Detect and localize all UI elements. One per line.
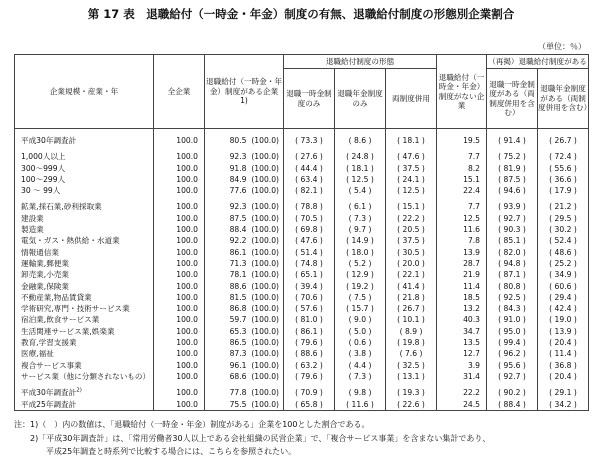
cell-pension-only: ( 5.4 ): [335, 185, 386, 196]
cell-has-plan: 88.6 (100.0): [205, 281, 284, 292]
cell-both: ( 26.7 ): [386, 303, 437, 314]
cell-repost-lump: ( 90.2 ): [487, 382, 538, 398]
cell-lump-only: ( 79.6 ): [284, 371, 335, 382]
cell-pension-only: ( 18.0 ): [335, 247, 386, 258]
table-row: [15, 326, 589, 337]
cell-no-plan: 12.7: [437, 348, 487, 359]
cell-repost-lump: ( 94.8 ): [487, 258, 538, 269]
cell-both: ( 18.1 ): [386, 129, 437, 147]
table-row: [15, 258, 589, 269]
table-row: [15, 382, 589, 398]
cell-pension-only: ( 0.6 ): [335, 337, 386, 348]
cell-pension-only: ( 9.8 ): [335, 382, 386, 398]
row-label: 30 ～ 99人: [15, 185, 154, 196]
cell-all: 100.0: [154, 224, 205, 235]
cell-pension-only: ( 7.5 ): [335, 292, 386, 303]
cell-lump-only: ( 88.6 ): [284, 348, 335, 359]
cell-repost-lump: ( 99.4 ): [487, 337, 538, 348]
cell-no-plan: 13.2: [437, 303, 487, 314]
cell-all: 100.0: [154, 235, 205, 246]
cell-repost-lump: ( 93.9 ): [487, 196, 538, 212]
cell-repost-pension: ( 72.4 ): [538, 146, 589, 162]
cell-repost-lump: ( 91.4 ): [487, 129, 538, 147]
table-row: [15, 146, 589, 162]
cell-no-plan: 11.6: [437, 224, 487, 235]
cell-repost-pension: ( 25.2 ): [538, 258, 589, 269]
cell-has-plan: 77.6 (100.0): [205, 185, 284, 196]
header-repost-lump: 退職一時金制度がある（両制度併用を含む）: [487, 69, 538, 129]
cell-pension-only: ( 11.6 ): [335, 399, 386, 411]
cell-no-plan: 12.5: [437, 213, 487, 224]
cell-repost-lump: ( 95.6 ): [487, 360, 538, 371]
cell-both: ( 22.1 ): [386, 269, 437, 280]
cell-no-plan: 34.7: [437, 326, 487, 337]
cell-pension-only: ( 12.5 ): [335, 174, 386, 185]
cell-both: ( 20.5 ): [386, 224, 437, 235]
cell-both: ( 47.6 ): [386, 146, 437, 162]
row-label: 金融業,保険業: [15, 281, 154, 292]
cell-lump-only: ( 69.8 ): [284, 224, 335, 235]
cell-pension-only: ( 7.3 ): [335, 371, 386, 382]
cell-has-plan: 88.4 (100.0): [205, 224, 284, 235]
cell-lump-only: ( 78.8 ): [284, 196, 335, 212]
footnote-3: 平成25年調査と時系列で比較する場合には、こちらを参照されたい。: [14, 447, 297, 456]
cell-all: 100.0: [154, 185, 205, 196]
cell-has-plan: 87.3 (100.0): [205, 348, 284, 359]
cell-lump-only: ( 27.6 ): [284, 146, 335, 162]
cell-repost-pension: ( 29.1 ): [538, 382, 589, 398]
cell-repost-pension: ( 55.6 ): [538, 163, 589, 174]
footnote-2: 2)「平成30年調査計」は、「常用労働者30人以上である会社組織の民営企業」で、「複合サービス事業」を含まない集計であり、: [14, 434, 491, 443]
cell-all: 100.0: [154, 399, 205, 411]
cell-has-plan: 75.5 (100.0): [205, 399, 284, 411]
cell-pension-only: ( 15.7 ): [335, 303, 386, 314]
cell-has-plan: 92.3 (100.0): [205, 196, 284, 212]
cell-has-plan: 84.9 (100.0): [205, 174, 284, 185]
cell-repost-pension: ( 36.8 ): [538, 360, 589, 371]
cell-repost-pension: ( 11.4 ): [538, 348, 589, 359]
cell-pension-only: ( 8.6 ): [335, 129, 386, 147]
cell-all: 100.0: [154, 337, 205, 348]
cell-repost-lump: ( 92.7 ): [487, 213, 538, 224]
cell-no-plan: 13.9: [437, 247, 487, 258]
cell-pension-only: ( 9.7 ): [335, 224, 386, 235]
cell-both: ( 32.5 ): [386, 360, 437, 371]
cell-repost-lump: ( 92.5 ): [487, 292, 538, 303]
cell-repost-lump: ( 95.0 ): [487, 326, 538, 337]
cell-all: 100.0: [154, 269, 205, 280]
cell-lump-only: ( 70.5 ): [284, 213, 335, 224]
cell-both: ( 21.8 ): [386, 292, 437, 303]
cell-repost-pension: ( 36.6 ): [538, 174, 589, 185]
cell-repost-lump: ( 87.5 ): [487, 174, 538, 185]
cell-both: ( 13.1 ): [386, 371, 437, 382]
cell-all: 100.0: [154, 146, 205, 162]
cell-has-plan: 59.7 (100.0): [205, 314, 284, 325]
cell-has-plan: 92.3 (100.0): [205, 146, 284, 162]
cell-has-plan: 92.2 (100.0): [205, 235, 284, 246]
cell-repost-pension: ( 34.9 ): [538, 269, 589, 280]
cell-repost-lump: ( 94.6 ): [487, 185, 538, 196]
row-label: 平成30年調査計$^{2)}$: [15, 382, 154, 398]
row-label: 運輸業,郵便業: [15, 258, 154, 269]
table-row: [15, 281, 589, 292]
cell-has-plan: 91.8 (100.0): [205, 163, 284, 174]
cell-pension-only: ( 19.2 ): [335, 281, 386, 292]
cell-pension-only: ( 5.0 ): [335, 326, 386, 337]
table-row: [15, 360, 589, 371]
cell-all: 100.0: [154, 360, 205, 371]
page-title: 第 17 表 退職給付（一時金・年金）制度の有無、退職給付制度の形態別企業割合: [87, 7, 515, 21]
cell-repost-pension: ( 13.9 ): [538, 326, 589, 337]
table-row: [15, 303, 589, 314]
cell-lump-only: ( 74.8 ): [284, 258, 335, 269]
cell-repost-pension: ( 26.7 ): [538, 129, 589, 147]
cell-repost-lump: ( 87.1 ): [487, 269, 538, 280]
cell-pension-only: ( 6.1 ): [335, 196, 386, 212]
table-row: [15, 399, 589, 411]
cell-no-plan: 21.9: [437, 269, 487, 280]
cell-lump-only: ( 79.6 ): [284, 337, 335, 348]
cell-repost-pension: ( 17.9 ): [538, 185, 589, 196]
row-label: 300～999人: [15, 163, 154, 174]
row-label: 複合サービス事業: [15, 360, 154, 371]
cell-no-plan: 7.7: [437, 196, 487, 212]
cell-all: 100.0: [154, 196, 205, 212]
cell-repost-pension: ( 20.4 ): [538, 371, 589, 382]
header-repost-pension: 退職年金制度がある（両制度併用を含む）: [538, 69, 589, 129]
cell-no-plan: 18.5: [437, 292, 487, 303]
cell-lump-only: ( 81.0 ): [284, 314, 335, 325]
cell-all: 100.0: [154, 163, 205, 174]
cell-both: ( 24.1 ): [386, 174, 437, 185]
cell-both: ( 12.5 ): [386, 185, 437, 196]
table-row: [15, 185, 589, 196]
cell-has-plan: 87.5 (100.0): [205, 213, 284, 224]
cell-no-plan: 7.7: [437, 146, 487, 162]
row-label: 製造業: [15, 224, 154, 235]
cell-both: ( 30.5 ): [386, 247, 437, 258]
header-has-plan-note: 1): [240, 96, 248, 106]
cell-has-plan: 96.1 (100.0): [205, 360, 284, 371]
cell-both: ( 19.8 ): [386, 337, 437, 348]
cell-lump-only: ( 65.1 ): [284, 269, 335, 280]
unit-label: （単位：％）: [538, 42, 586, 51]
cell-no-plan: 13.5: [437, 337, 487, 348]
cell-no-plan: 28.7: [437, 258, 487, 269]
cell-no-plan: 40.3: [437, 314, 487, 325]
cell-lump-only: ( 39.4 ): [284, 281, 335, 292]
header-form-group: 退職給付制度の形態: [284, 55, 437, 69]
cell-all: 100.0: [154, 129, 205, 147]
cell-no-plan: 8.2: [437, 163, 487, 174]
cell-repost-pension: ( 19.0 ): [538, 314, 589, 325]
cell-no-plan: 7.8: [437, 235, 487, 246]
table-row: [15, 213, 589, 224]
cell-all: 100.0: [154, 371, 205, 382]
row-note: 2): [76, 387, 82, 394]
cell-lump-only: ( 63.2 ): [284, 360, 335, 371]
cell-lump-only: ( 86.1 ): [284, 326, 335, 337]
cell-no-plan: 3.9: [437, 360, 487, 371]
row-label: 建設業: [15, 213, 154, 224]
cell-repost-lump: ( 91.0 ): [487, 314, 538, 325]
cell-has-plan: 86.5 (100.0): [205, 337, 284, 348]
table-row: [15, 129, 589, 147]
cell-repost-lump: ( 81.9 ): [487, 163, 538, 174]
header-no-plan: 退職給付（一時金・年金）制度がない企業: [437, 55, 487, 129]
cell-pension-only: ( 7.3 ): [335, 213, 386, 224]
cell-has-plan: 77.8 (100.0): [205, 382, 284, 398]
cell-all: 100.0: [154, 326, 205, 337]
cell-has-plan: 65.3 (100.0): [205, 326, 284, 337]
row-label: 平成25年調査計: [15, 399, 154, 411]
cell-repost-pension: ( 29.4 ): [538, 292, 589, 303]
cell-repost-lump: ( 88.4 ): [487, 399, 538, 411]
row-label: 平成30年調査計: [15, 129, 154, 147]
cell-pension-only: ( 5.2 ): [335, 258, 386, 269]
cell-all: 100.0: [154, 314, 205, 325]
cell-lump-only: ( 70.9 ): [284, 382, 335, 398]
cell-pension-only: ( 12.9 ): [335, 269, 386, 280]
cell-lump-only: ( 65.8 ): [284, 399, 335, 411]
cell-repost-pension: ( 30.2 ): [538, 224, 589, 235]
row-label: 不動産業,物品賃貸業: [15, 292, 154, 303]
cell-all: 100.0: [154, 292, 205, 303]
row-label: 情報通信業: [15, 247, 154, 258]
cell-repost-lump: ( 85.1 ): [487, 235, 538, 246]
header-both: 両制度併用: [386, 69, 437, 129]
cell-both: ( 22.2 ): [386, 213, 437, 224]
cell-no-plan: 31.4: [437, 371, 487, 382]
cell-pension-only: ( 18.1 ): [335, 163, 386, 174]
cell-both: ( 15.1 ): [386, 196, 437, 212]
header-has-plan: 退職給付（一時金・年金）制度がある企業 1): [205, 55, 284, 129]
cell-no-plan: 11.4: [437, 281, 487, 292]
table-row: [15, 247, 589, 258]
cell-both: ( 37.5 ): [386, 163, 437, 174]
cell-repost-lump: ( 92.7 ): [487, 371, 538, 382]
table-row: [15, 292, 589, 303]
cell-has-plan: 86.8 (100.0): [205, 303, 284, 314]
cell-pension-only: ( 4.4 ): [335, 360, 386, 371]
cell-lump-only: ( 44.4 ): [284, 163, 335, 174]
table-row: [15, 371, 589, 382]
cell-pension-only: ( 9.0 ): [335, 314, 386, 325]
cell-has-plan: 80.5 (100.0): [205, 129, 284, 147]
table-row: [15, 163, 589, 174]
cell-pension-only: ( 24.8 ): [335, 146, 386, 162]
cell-both: ( 22.6 ): [386, 399, 437, 411]
cell-repost-pension: ( 29.5 ): [538, 213, 589, 224]
cell-both: ( 20.0 ): [386, 258, 437, 269]
cell-both: ( 10.1 ): [386, 314, 437, 325]
cell-no-plan: 15.1: [437, 174, 487, 185]
cell-repost-lump: ( 84.3 ): [487, 303, 538, 314]
header-repost-group: （再掲）退職給付制度がある: [487, 55, 589, 69]
table-row: [15, 348, 589, 359]
footnote-1: 注：1)（ ）内の数値は、「退職給付（一時金・年金）制度がある」企業を100とした割合である。: [14, 420, 370, 429]
cell-all: 100.0: [154, 213, 205, 224]
cell-lump-only: ( 82.1 ): [284, 185, 335, 196]
table-row: [15, 337, 589, 348]
row-label: 学術研究,専門・技術サービス業: [15, 303, 154, 314]
cell-repost-lump: ( 80.8 ): [487, 281, 538, 292]
row-label: 生活関連サービス業,娯楽業: [15, 326, 154, 337]
cell-both: ( 41.4 ): [386, 281, 437, 292]
cell-repost-lump: ( 96.2 ): [487, 348, 538, 359]
cell-repost-lump: ( 75.2 ): [487, 146, 538, 162]
cell-repost-pension: ( 48.6 ): [538, 247, 589, 258]
cell-repost-pension: ( 21.2 ): [538, 196, 589, 212]
cell-lump-only: ( 70.6 ): [284, 292, 335, 303]
table-row: [15, 224, 589, 235]
cell-has-plan: 71.3 (100.0): [205, 258, 284, 269]
cell-no-plan: 19.5: [437, 129, 487, 147]
row-label: 医療,福祉: [15, 348, 154, 359]
row-label: 宿泊業,飲食サービス業: [15, 314, 154, 325]
row-label: 卸売業,小売業: [15, 269, 154, 280]
cell-both: ( 37.5 ): [386, 235, 437, 246]
row-label: 教育,学習支援業: [15, 337, 154, 348]
row-label: 電気・ガス・熱供給・水道業: [15, 235, 154, 246]
table-row: [15, 314, 589, 325]
cell-both: ( 7.6 ): [386, 348, 437, 359]
header-pension-only: 退職年金制度のみ: [335, 69, 386, 129]
cell-all: 100.0: [154, 382, 205, 398]
header-all: 全企業: [154, 55, 205, 129]
header-category: 企業規模・産業・年: [15, 55, 154, 129]
cell-all: 100.0: [154, 281, 205, 292]
cell-repost-pension: ( 60.6 ): [538, 281, 589, 292]
cell-lump-only: ( 47.6 ): [284, 235, 335, 246]
cell-no-plan: 24.5: [437, 399, 487, 411]
cell-repost-pension: ( 52.4 ): [538, 235, 589, 246]
row-label: 100～299人: [15, 174, 154, 185]
cell-has-plan: 68.6 (100.0): [205, 371, 284, 382]
cell-all: 100.0: [154, 303, 205, 314]
cell-pension-only: ( 14.9 ): [335, 235, 386, 246]
row-label: 1,000人以上: [15, 146, 154, 162]
cell-no-plan: 22.4: [437, 185, 487, 196]
cell-all: 100.0: [154, 174, 205, 185]
cell-repost-lump: ( 82.0 ): [487, 247, 538, 258]
cell-lump-only: ( 57.6 ): [284, 303, 335, 314]
cell-has-plan: 78.1 (100.0): [205, 269, 284, 280]
cell-both: ( 8.9 ): [386, 326, 437, 337]
row-label: サービス業（他に分類されないもの）: [15, 371, 154, 382]
cell-has-plan: 86.1 (100.0): [205, 247, 284, 258]
table-row: [15, 269, 589, 280]
cell-no-plan: 22.2: [437, 382, 487, 398]
cell-repost-pension: ( 34.2 ): [538, 399, 589, 411]
cell-repost-pension: ( 20.4 ): [538, 337, 589, 348]
cell-lump-only: ( 63.4 ): [284, 174, 335, 185]
cell-repost-lump: ( 90.3 ): [487, 224, 538, 235]
cell-lump-only: ( 51.4 ): [284, 247, 335, 258]
cell-lump-only: ( 73.3 ): [284, 129, 335, 147]
cell-all: 100.0: [154, 258, 205, 269]
cell-all: 100.0: [154, 247, 205, 258]
cell-has-plan: 81.5 (100.0): [205, 292, 284, 303]
table-row: [15, 196, 589, 212]
header-lump-only: 退職一時金制度のみ: [284, 69, 335, 129]
table-row: [15, 174, 589, 185]
table-row: [15, 235, 589, 246]
cell-all: 100.0: [154, 348, 205, 359]
data-table: [14, 54, 592, 411]
cell-pension-only: ( 3.8 ): [335, 348, 386, 359]
cell-repost-pension: ( 42.4 ): [538, 303, 589, 314]
cell-both: ( 19.3 ): [386, 382, 437, 398]
row-label: 鉱業,採石業,砂利採取業: [15, 196, 154, 212]
